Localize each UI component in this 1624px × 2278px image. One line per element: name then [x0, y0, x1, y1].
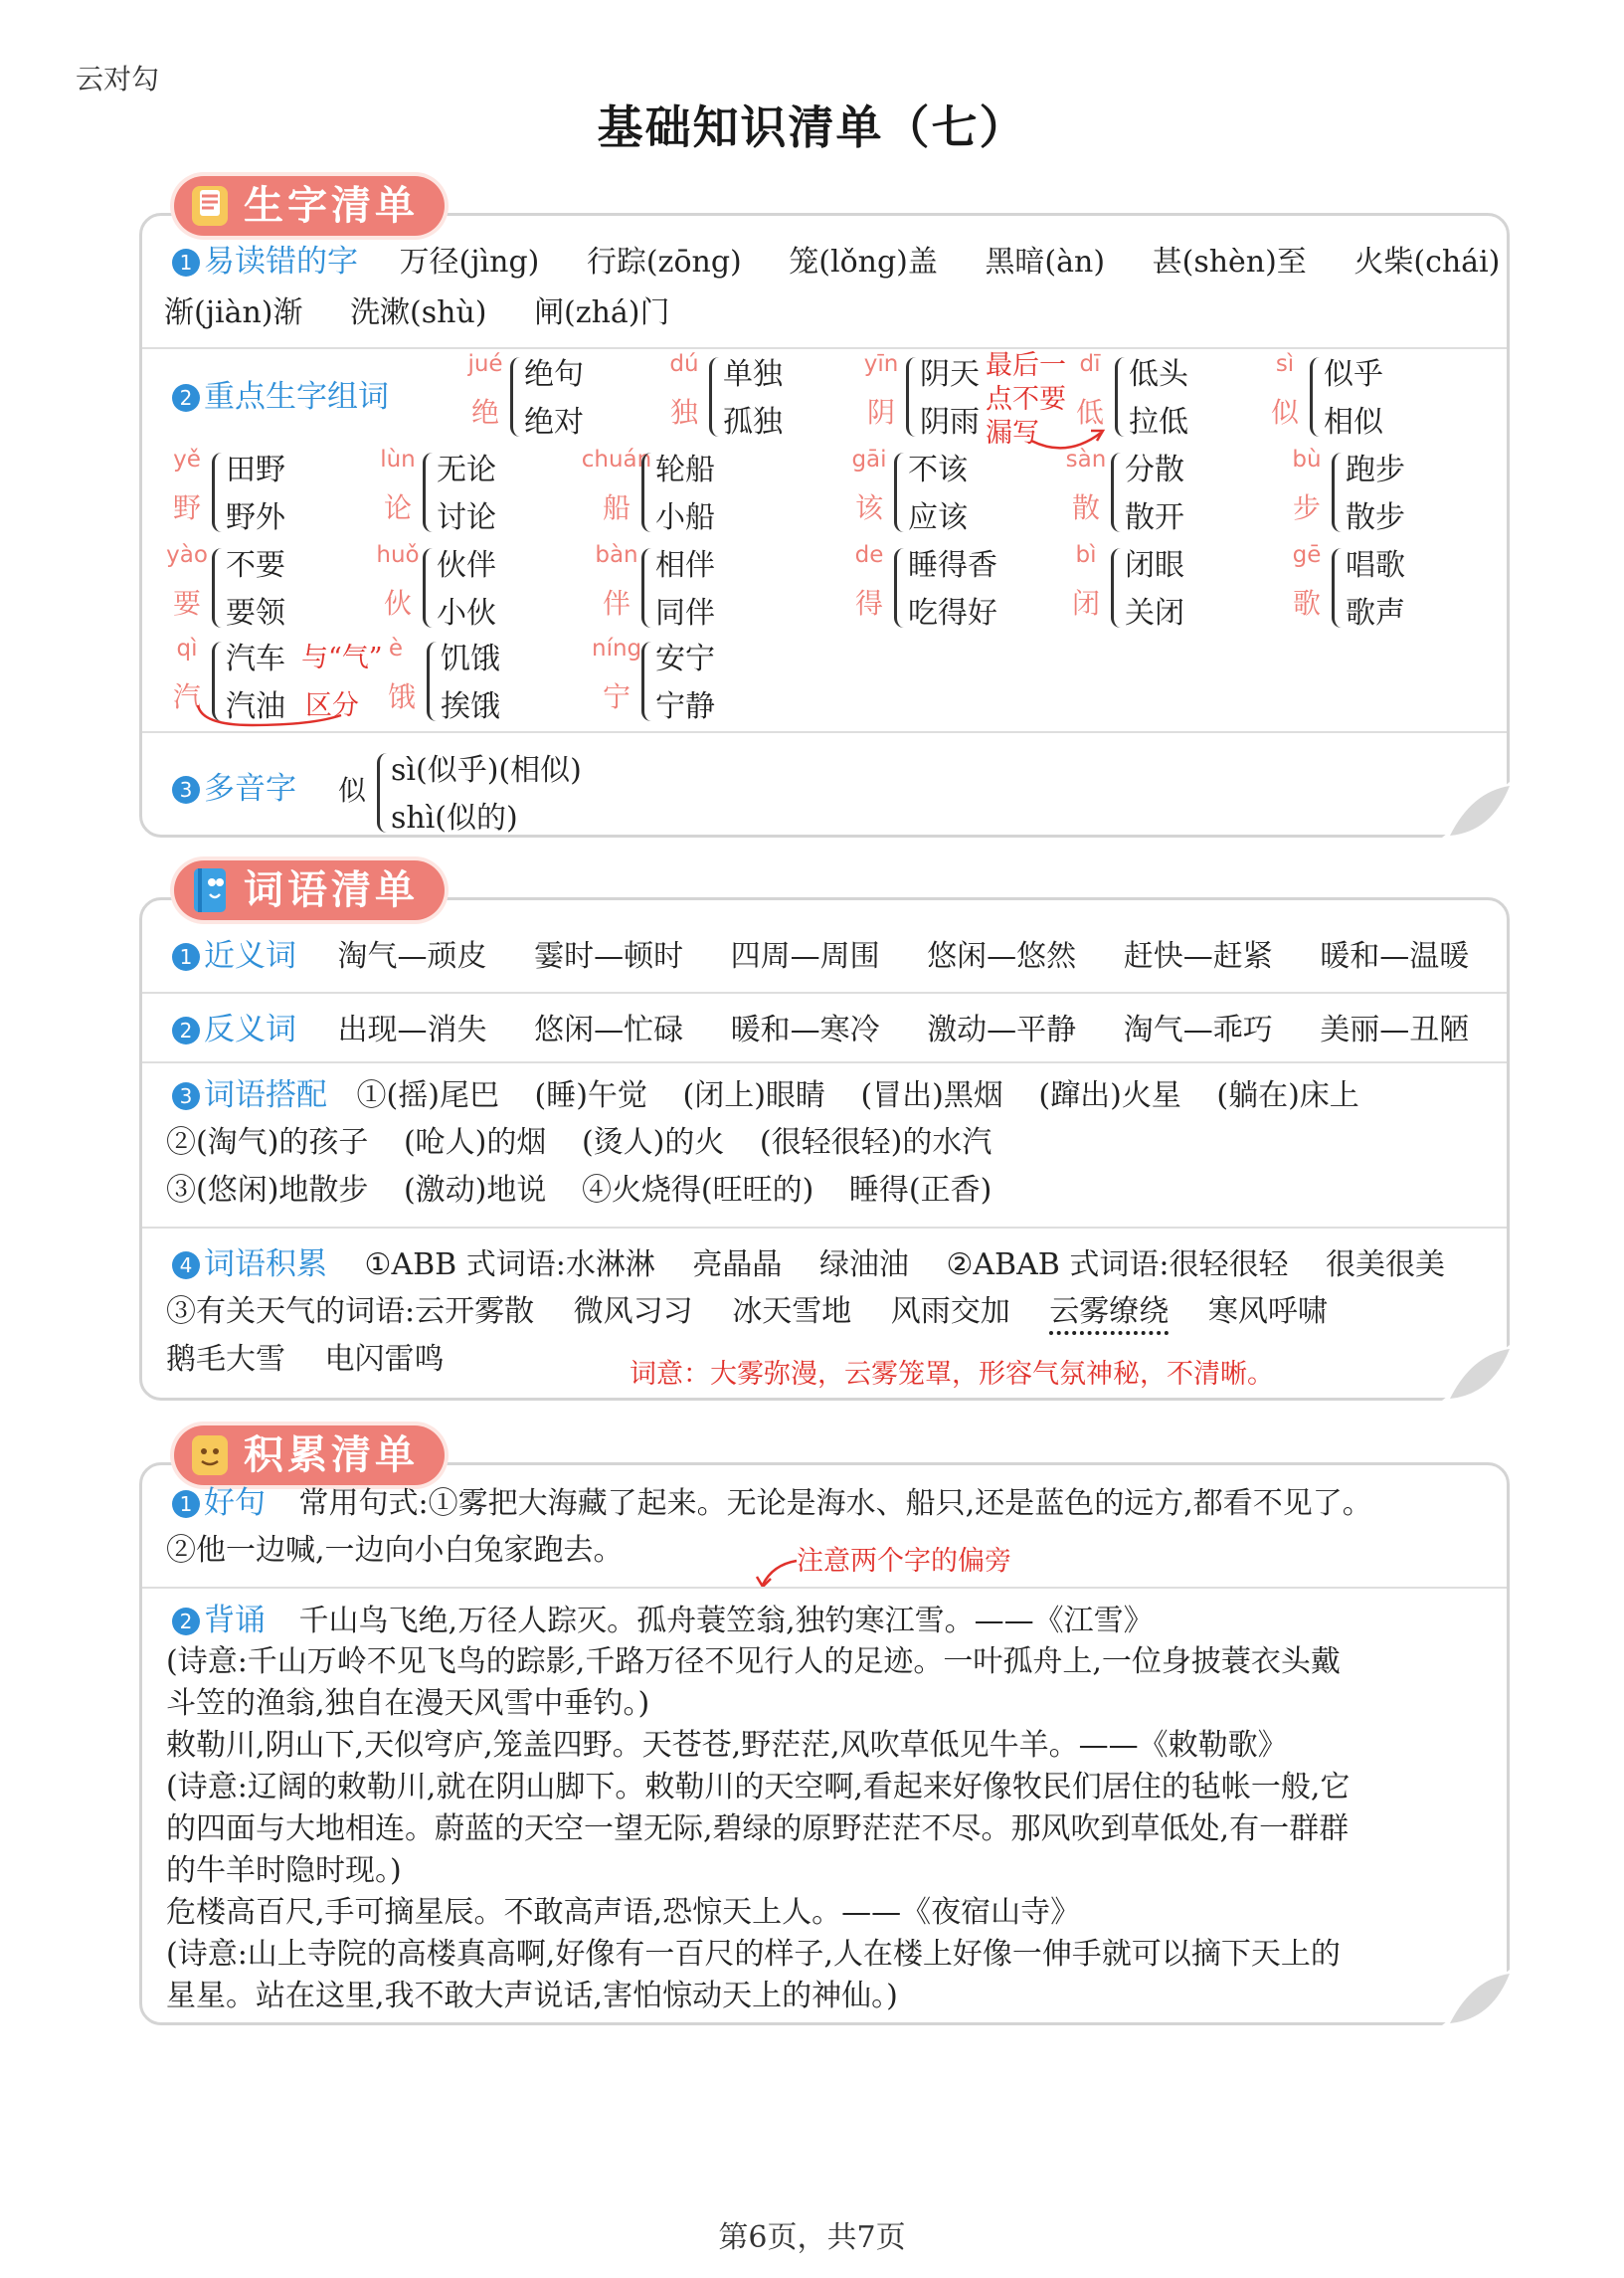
word-group: yào 要 不要 要领 [166, 542, 285, 631]
item: (激动)地说 [403, 1173, 547, 1208]
word-group: yě 野 田野 野外 [172, 447, 285, 535]
item: (睡)午觉 [534, 1078, 647, 1113]
annotation-note: 区分 [305, 690, 359, 721]
collocation-line [166, 1123, 1029, 1163]
word-group: yīn 阴 阴天 阴雨 [863, 351, 980, 440]
annotation-note: 注意两个字的偏旁 [797, 1546, 1011, 1577]
sentence-line [166, 1531, 624, 1571]
section-heading: 1 好句 [172, 1485, 266, 1521]
annotation-underline [192, 703, 351, 733]
word-group: chuán 船 轮船 小船 [581, 447, 715, 535]
accumulation-line [166, 1340, 482, 1380]
section-heading: 2 重点生字组词 [172, 377, 389, 418]
section-heading: 2 背诵 [172, 1603, 266, 1638]
poem-line: 敕勒川,阴山下,天似穹庐,笼盖四野。天苍苍,野茫茫,风吹草低见牛羊。——《敕勒歌》 [166, 1728, 1288, 1763]
item: 闸(zhá)门 [534, 295, 670, 330]
item: 美丽—丑陋 [1320, 1013, 1470, 1047]
item: 悠闲—悠然 [927, 939, 1077, 974]
item: (呛人)的烟 [403, 1125, 547, 1160]
word-group: bàn 伴 相伴 同伴 [595, 542, 715, 631]
word-group: de 得 睡得香 吃得好 [854, 542, 997, 631]
card-tag [174, 860, 445, 920]
sentence-text: 常用句式:①雾把大海藏了起来。无论是海水、船只,还是蓝色的远方,都看不见了。 [298, 1486, 1372, 1521]
item: 暖和—温暖 [1320, 939, 1470, 974]
note-icon [188, 1431, 232, 1479]
item: (躺在)床上 [1216, 1078, 1359, 1113]
word-group: huǒ 伙 伙伴 小伙 [376, 542, 496, 631]
annotation-arrow [753, 1551, 812, 1591]
card-words [139, 867, 1510, 1401]
section-synonyms [172, 936, 1469, 977]
section-misread-cont [164, 293, 707, 333]
item: ④火烧得(旺旺的) [581, 1173, 814, 1208]
word-group: è 饿 饥饿 挨饿 [387, 636, 500, 724]
item: 风雨交加 [890, 1294, 1010, 1329]
word-group: lùn 论 无论 讨论 [380, 447, 496, 535]
page-title: 基础知识清单（七） [597, 100, 1027, 154]
item: 赶快—赶紧 [1123, 939, 1273, 974]
item: (蹿出)火星 [1038, 1078, 1181, 1113]
word-group: jué 绝 绝句 绝对 [467, 351, 584, 440]
item: 洗漱(shù) [350, 295, 487, 330]
card-tag-label: 词语清单 [244, 867, 419, 913]
page-footer: 第6页，共7页 [718, 2220, 906, 2255]
polyphone-group: 似 sì(似乎)(相似) shì(似的) [337, 753, 582, 836]
section-heading: 2 反义词 [172, 1012, 296, 1047]
item: ②ABAB 式词语:很轻很轻 [946, 1247, 1289, 1282]
item: 霎时—顿时 [534, 939, 684, 974]
item: 云雾缭绕 [1049, 1294, 1170, 1329]
item: 电闪雷鸣 [324, 1342, 445, 1377]
brand-name: 云对勾 [76, 63, 160, 95]
item: ①ABB 式词语:水淋淋 [364, 1247, 655, 1282]
item: (冒出)黑烟 [860, 1078, 1003, 1113]
item: 甚(shèn)至 [1152, 245, 1307, 280]
sentence-text: ②他一边喊,一边向小白兔家跑去。 [166, 1533, 624, 1568]
item: 很美很美 [1326, 1247, 1445, 1282]
item: 暖和—寒冷 [730, 1013, 880, 1047]
section-heading: 1 易读错的字 [172, 244, 358, 280]
item: 鹅毛大雪 [166, 1342, 285, 1377]
item: (闭上)眼睛 [682, 1078, 825, 1113]
item: 激动—平静 [927, 1013, 1077, 1047]
annotation-note: 最后一 点不要 漏写 [986, 350, 1066, 449]
collocation-line [166, 1171, 1029, 1211]
poem-line: 的四面与大地相连。蔚蓝的天空一望无际,碧绿的原野茫茫不尽。那风吹到草低处,有一群群 [166, 1811, 1350, 1846]
section-accumulation [172, 1244, 1445, 1285]
section-heading: 3 词语搭配 [172, 1077, 327, 1113]
poem-line: 的牛羊时隐时现。) [166, 1853, 402, 1888]
item: 冰天雪地 [732, 1294, 852, 1329]
item: 黑暗(àn) [985, 245, 1106, 280]
poem-line: (诗意:辽阔的敕勒川,就在阴山脚下。敕勒川的天空啊,看起来好像牧民们居住的毡帐一般,它 [166, 1770, 1351, 1804]
annotation-note: 与“气” [301, 643, 383, 673]
item: ③有关天气的词语:云开雾散 [166, 1294, 535, 1329]
card-tag [174, 1425, 445, 1485]
section-heading: 1 近义词 [172, 938, 296, 974]
word-group: sàn 散 分散 散开 [1065, 447, 1184, 535]
section-good-sentences [172, 1483, 1372, 1524]
item: 淘气—乖巧 [1123, 1013, 1273, 1047]
item: 渐(jiàn)渐 [164, 295, 303, 330]
word-group: qì 汽 汽车 汽油 [172, 636, 285, 724]
accumulation-line [166, 1292, 1328, 1332]
item: ②(淘气)的孩子 [166, 1125, 369, 1160]
item: 亮晶晶 [692, 1247, 783, 1282]
item: 四周—周围 [730, 939, 880, 974]
item: 火柴(chái) [1353, 245, 1501, 280]
word-group: dú 独 单独 孤独 [669, 351, 783, 440]
word-group: bì 闭 闭眼 关闭 [1071, 542, 1184, 631]
page-curl [1442, 1970, 1510, 2025]
poem-line: (诗意:千山万岭不见飞鸟的踪影,千路万径不见行人的足迹。一叶孤舟上,一位身披蓑衣头戴 [166, 1644, 1341, 1679]
pencil-icon [188, 182, 232, 230]
poem-line: (诗意:山上寺院的高楼真高啊,好像有一百尺的样子,人在楼上好像一伸手就可以摘下天上的 [166, 1937, 1341, 1972]
card-accumulation [139, 1432, 1510, 2025]
item: 笼(lǒng)盖 [789, 245, 938, 280]
item: 睡得(正香) [848, 1173, 992, 1208]
item: 出现—消失 [337, 1013, 487, 1047]
item: ③(悠闲)地散步 [166, 1173, 369, 1208]
item: 万径(jìng) [399, 245, 540, 280]
card-tag-label: 生字清单 [244, 183, 419, 229]
section-collocations [172, 1075, 1359, 1116]
item: (很轻很轻)的水汽 [759, 1125, 992, 1160]
section-heading: 4 词语积累 [172, 1246, 327, 1282]
section-misread [172, 242, 1500, 283]
word-group: níng 宁 安宁 宁静 [592, 636, 715, 724]
word-group: bù 步 跑步 散步 [1292, 447, 1405, 535]
page-curl [1442, 782, 1510, 838]
poem-line: 危楼高百尺,手可摘星辰。不敢高声语,恐惊天上人。——《夜宿山寺》 [166, 1895, 1081, 1930]
page-curl [1442, 1345, 1510, 1401]
word-group: gāi 该 不该 应该 [851, 447, 968, 535]
item: 悠闲—忙碌 [534, 1013, 684, 1047]
item: 微风习习 [573, 1294, 693, 1329]
section-recite [172, 1601, 1154, 1641]
word-group: gē 歌 唱歌 歌声 [1292, 542, 1405, 631]
poem-line: 星星。站在这里,我不敢大声说话,害怕惊动天上的神仙。) [166, 1979, 898, 2013]
card-tag [174, 176, 445, 236]
section-antonyms [172, 1010, 1469, 1050]
item: 行踪(zōng) [586, 245, 742, 280]
item: 淘气—顽皮 [337, 939, 487, 974]
card-characters [139, 183, 1510, 838]
poem-line: 斗笠的渔翁,独自在漫天风雪中垂钓。) [166, 1686, 650, 1721]
section-heading: 3 多音字 [172, 769, 296, 810]
card-tag-label: 积累清单 [244, 1432, 419, 1478]
poem-line: 千山鸟飞绝,万径人踪灭。孤舟蓑笠翁,独钓寒江雪。——《江雪》 [298, 1604, 1154, 1638]
item: 寒风呼啸 [1207, 1294, 1328, 1329]
item: (烫人)的火 [581, 1125, 725, 1160]
item: ①(摇)尾巴 [356, 1078, 499, 1113]
annotation-note: 词意：大雾弥漫，云雾笼罩，形容气氛神秘，不清晰。 [630, 1359, 1274, 1390]
item: 绿油油 [818, 1247, 909, 1282]
word-group: dī 低 低头 拉低 [1075, 351, 1188, 440]
word-group: sì 似 似乎 相似 [1270, 351, 1383, 440]
book-icon [188, 866, 232, 914]
